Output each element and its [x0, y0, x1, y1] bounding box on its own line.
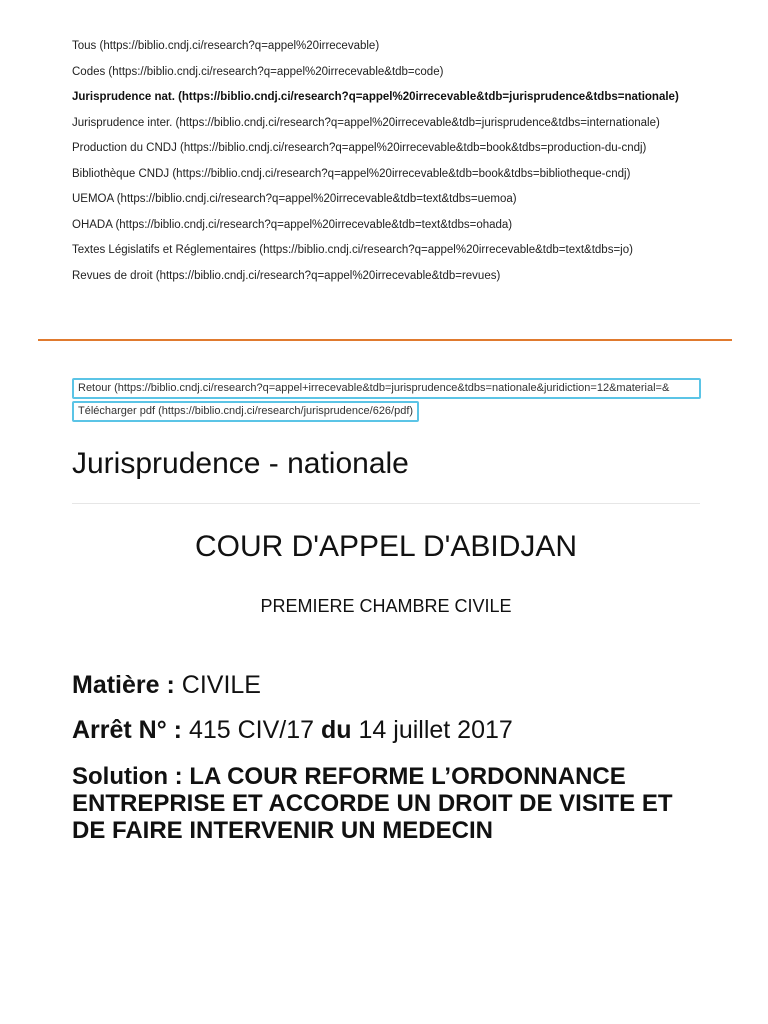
- arret-du: du: [321, 716, 352, 744]
- chamber-name: PREMIERE CHAMBRE CIVILE: [260, 596, 512, 616]
- arret-label: Arrêt N° :: [72, 716, 183, 744]
- arret-date: 14 juillet 2017: [358, 716, 513, 744]
- arret-number: 415 CIV/17: [188, 716, 315, 744]
- nav-link-codes[interactable]: Codes (https://biblio.cndj.ci/research?q=appel%20irrecevable&tdb=code): [72, 65, 444, 78]
- nav-link-production-cndj[interactable]: Production du CNDJ (https://biblio.cndj.ci/research?q=appel%20irrecevable&tdb=book&tdbs=production-du-cndj): [72, 142, 647, 154]
- nav-link-uemoa[interactable]: UEMOA (https://biblio.cndj.ci/research?q=appel%20irrecevable&tdb=text&tdbs=uemoa): [72, 193, 517, 205]
- court-name: COUR D'APPEL D'ABIDJAN: [194, 530, 578, 563]
- nav-link-jurisprudence-nationale[interactable]: Jurisprudence nat. (https://biblio.cndj.ci/research?q=appel%20irrecevable&tdb=jurisprudence&tdbs=nationale): [72, 91, 679, 103]
- nav-link-ohada[interactable]: OHADA (https://biblio.cndj.ci/research?q=appel%20irrecevable&tdb=text&tdbs=ohada): [72, 218, 513, 231]
- category-nav: [72, 39, 702, 294]
- solution-text: LA COUR REFORME L’ORDONNANCE ENTREPRISE ET ACCORDE UN DROIT DE VISITE ET DE FAIRE INTERVENIR UN MEDECIN: [72, 763, 673, 844]
- download-pdf-button[interactable]: Télécharger pdf (https://biblio.cndj.ci/research/jurisprudence/626/pdf): [72, 401, 419, 422]
- matiere-label: Matière :: [72, 671, 175, 699]
- solution-line: [72, 763, 712, 844]
- nav-link-tous[interactable]: Tous (https://biblio.cndj.ci/research?q=appel%20irrecevable): [72, 40, 380, 52]
- matiere-line: [72, 671, 700, 699]
- nav-link-revues-de-droit[interactable]: Revues de droit (https://biblio.cndj.ci/research?q=appel%20irrecevable&tdb=revues): [72, 269, 501, 282]
- page-title: Jurisprudence - nationale: [72, 447, 409, 480]
- back-button[interactable]: Retour (https://biblio.cndj.ci/research?q=appel+irrecevable&tdb=jurisprudence&tdbs=nationale&juridiction=12&material=&: [72, 378, 701, 399]
- nav-link-jurisprudence-internationale[interactable]: Jurisprudence inter. (https://biblio.cndj.ci/research?q=appel%20irrecevable&tdb=jurisprudence&tdbs=internationale): [72, 116, 660, 129]
- nav-link-bibliotheque-cndj[interactable]: Bibliothèque CNDJ (https://biblio.cndj.ci/research?q=appel%20irrecevable&tdb=book&tdbs=bibliotheque-cndj): [72, 167, 631, 180]
- nav-link-textes-legislatifs[interactable]: Textes Législatifs et Réglementaires (https://biblio.cndj.ci/research?q=appel%20irrecevable&tdb=text&tdbs=jo): [72, 244, 633, 256]
- section-divider: [38, 339, 732, 341]
- title-divider: [72, 503, 700, 504]
- solution-label: Solution :: [72, 763, 183, 790]
- matiere-value: CIVILE: [181, 671, 261, 699]
- arret-line: [72, 716, 700, 744]
